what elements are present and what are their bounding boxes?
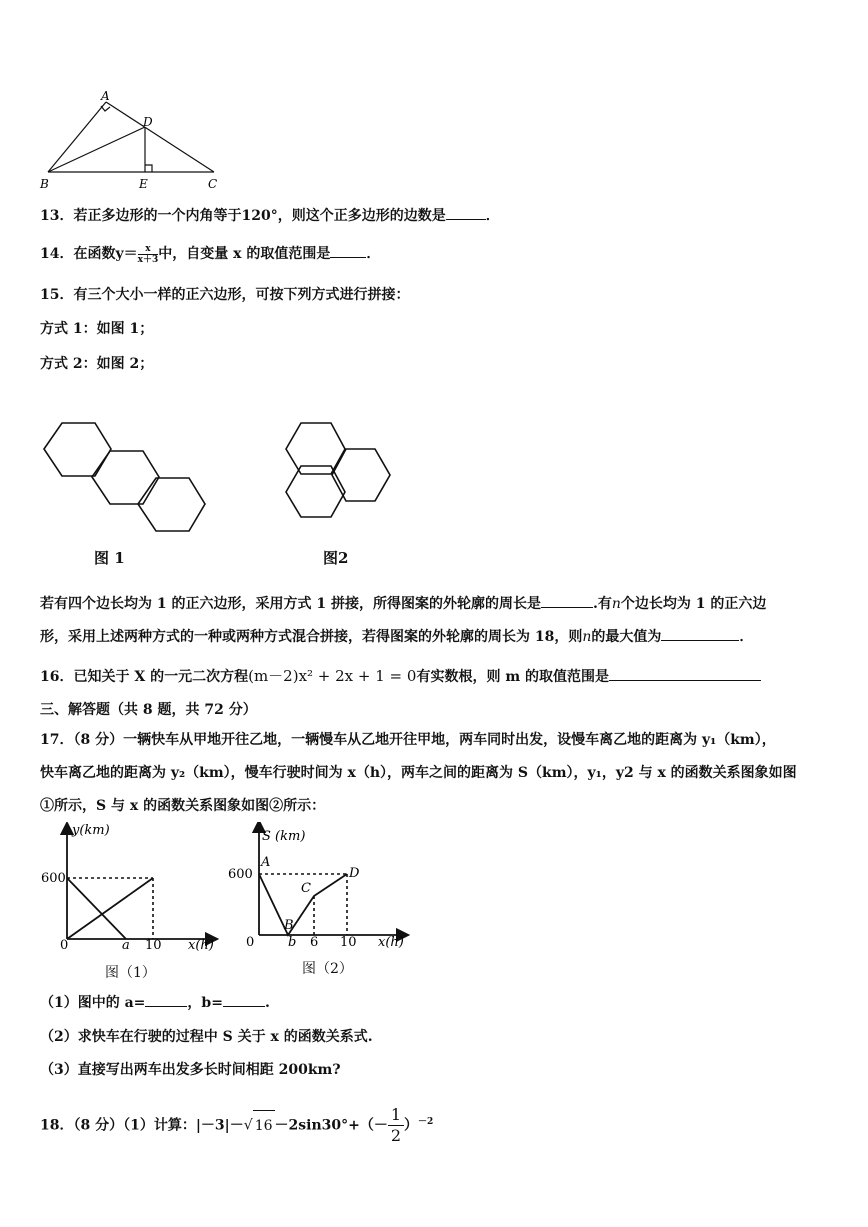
hexagon-figure-2 xyxy=(282,418,407,518)
answer-blank-a[interactable] xyxy=(145,992,187,1007)
point-A: A xyxy=(101,89,110,103)
graph-2 xyxy=(226,822,411,952)
graph2-point-B: B xyxy=(284,918,294,933)
question-14: 14．在函数y＝ $\frac{x}{x+3}$ 中，自变量 x 的取值范围是 ． xyxy=(40,243,381,265)
function-fraction: $\frac{x}{x+3}$ xyxy=(137,243,159,265)
question-17-sub1: （1）图中的 a= ，b= . xyxy=(40,992,270,1013)
graph1-tick-10: 10 xyxy=(145,938,162,952)
graph1-origin: 0 xyxy=(60,938,69,952)
graph2-x-label: x(h) xyxy=(378,935,404,950)
graph2-tick-6: 6 xyxy=(310,935,319,950)
triangle-figure xyxy=(38,88,228,193)
question-15-line1: 若有四个边长均为 1 的正六边形，采用方式 1 拼接，所得图案的外轮廓的周长是 .有n个边长均为 1 的正六边 xyxy=(40,593,766,614)
question-18: 18．（8 分）（1）计算：|－3|－√ 16 －2sin30°+（－ $\frac{1}{2}$ ）$^{-2}$ xyxy=(40,1105,434,1145)
graph2-y-label: S (km) xyxy=(262,829,306,844)
section-title: 三、解答题（共 8 题，共 72 分） xyxy=(40,702,257,718)
answer-blank[interactable] xyxy=(541,593,593,608)
graph1-x-label: x(h) xyxy=(188,938,214,952)
answer-blank[interactable] xyxy=(609,666,761,681)
question-17-line3: ①所示，S 与 x 的函数关系图象如图②所示： xyxy=(40,798,326,814)
graph2-point-C: C xyxy=(301,881,311,896)
question-17-line2: 快车离乙地的距离为 y₂（km），慢车行驶时间为 x（h），两车之间的距离为 S（km），y₁，y2 与 x 的函数关系图象如图 xyxy=(40,765,797,781)
answer-blank[interactable] xyxy=(330,243,366,258)
graph2-tick-10: 10 xyxy=(340,935,357,950)
point-D: D xyxy=(143,115,153,129)
point-C: C xyxy=(208,177,218,191)
question-13: 13．若正多边形的一个内角等于120°，则这个正多边形的边数是 ． xyxy=(40,205,500,226)
graph-1 xyxy=(40,822,220,952)
graph2-y-tick-600: 600 xyxy=(228,867,253,882)
quadratic-equation: (m－2)x² + 2x + 1 = 0 xyxy=(248,667,417,685)
question-16: 16．已知关于 X 的一元二次方程(m－2)x² + 2x + 1 = 0有实数根，则 m 的取值范围是 xyxy=(40,666,761,687)
graph-2-caption: 图（2） xyxy=(302,961,353,977)
half-fraction: $\frac{1}{2}$ xyxy=(388,1105,404,1146)
point-E: E xyxy=(139,177,148,191)
question-17-sub3: （3）直接写出两车出发多长时间相距 200km? xyxy=(40,1062,341,1078)
graph1-tick-a: a xyxy=(122,938,130,952)
question-15-way1: 方式 1：如图 1； xyxy=(40,321,154,337)
figure-1-caption: 图 1 xyxy=(94,549,125,567)
answer-blank-b[interactable] xyxy=(223,992,265,1007)
hexagon-figure-1 xyxy=(40,418,210,538)
graph2-point-A: A xyxy=(261,855,271,870)
point-B: B xyxy=(40,177,49,191)
figure-2-caption: 图2 xyxy=(323,549,349,567)
answer-blank[interactable] xyxy=(661,626,739,641)
graph2-tick-b: b xyxy=(288,935,297,950)
question-15-line2: 形，采用上述两种方式的一种或两种方式混合拼接，若得图案的外轮廓的周长为 18，则n的最大值为 ． xyxy=(40,626,753,647)
question-15-way2: 方式 2：如图 2； xyxy=(40,356,154,372)
graph-1-caption: 图（1） xyxy=(105,965,156,981)
graph1-y-tick-600: 600 xyxy=(41,871,66,886)
answer-blank[interactable] xyxy=(446,205,486,220)
question-17-line1: 17．（8 分）一辆快车从甲地开往乙地，一辆慢车从乙地开往甲地，两车同时出发，设慢车离乙地的距离为 y₁（km）， xyxy=(40,732,776,748)
graph2-point-D: D xyxy=(349,866,360,881)
question-15-intro: 15．有三个大小一样的正六边形，可按下列方式进行拼接： xyxy=(40,287,410,303)
sqrt-radicand: 16 xyxy=(253,1110,275,1141)
graph2-origin: 0 xyxy=(246,935,255,950)
graph1-y-label: y(km) xyxy=(72,823,110,838)
question-17-sub2: （2）求快车在行驶的过程中 S 关于 x 的函数关系式. xyxy=(40,1029,373,1045)
